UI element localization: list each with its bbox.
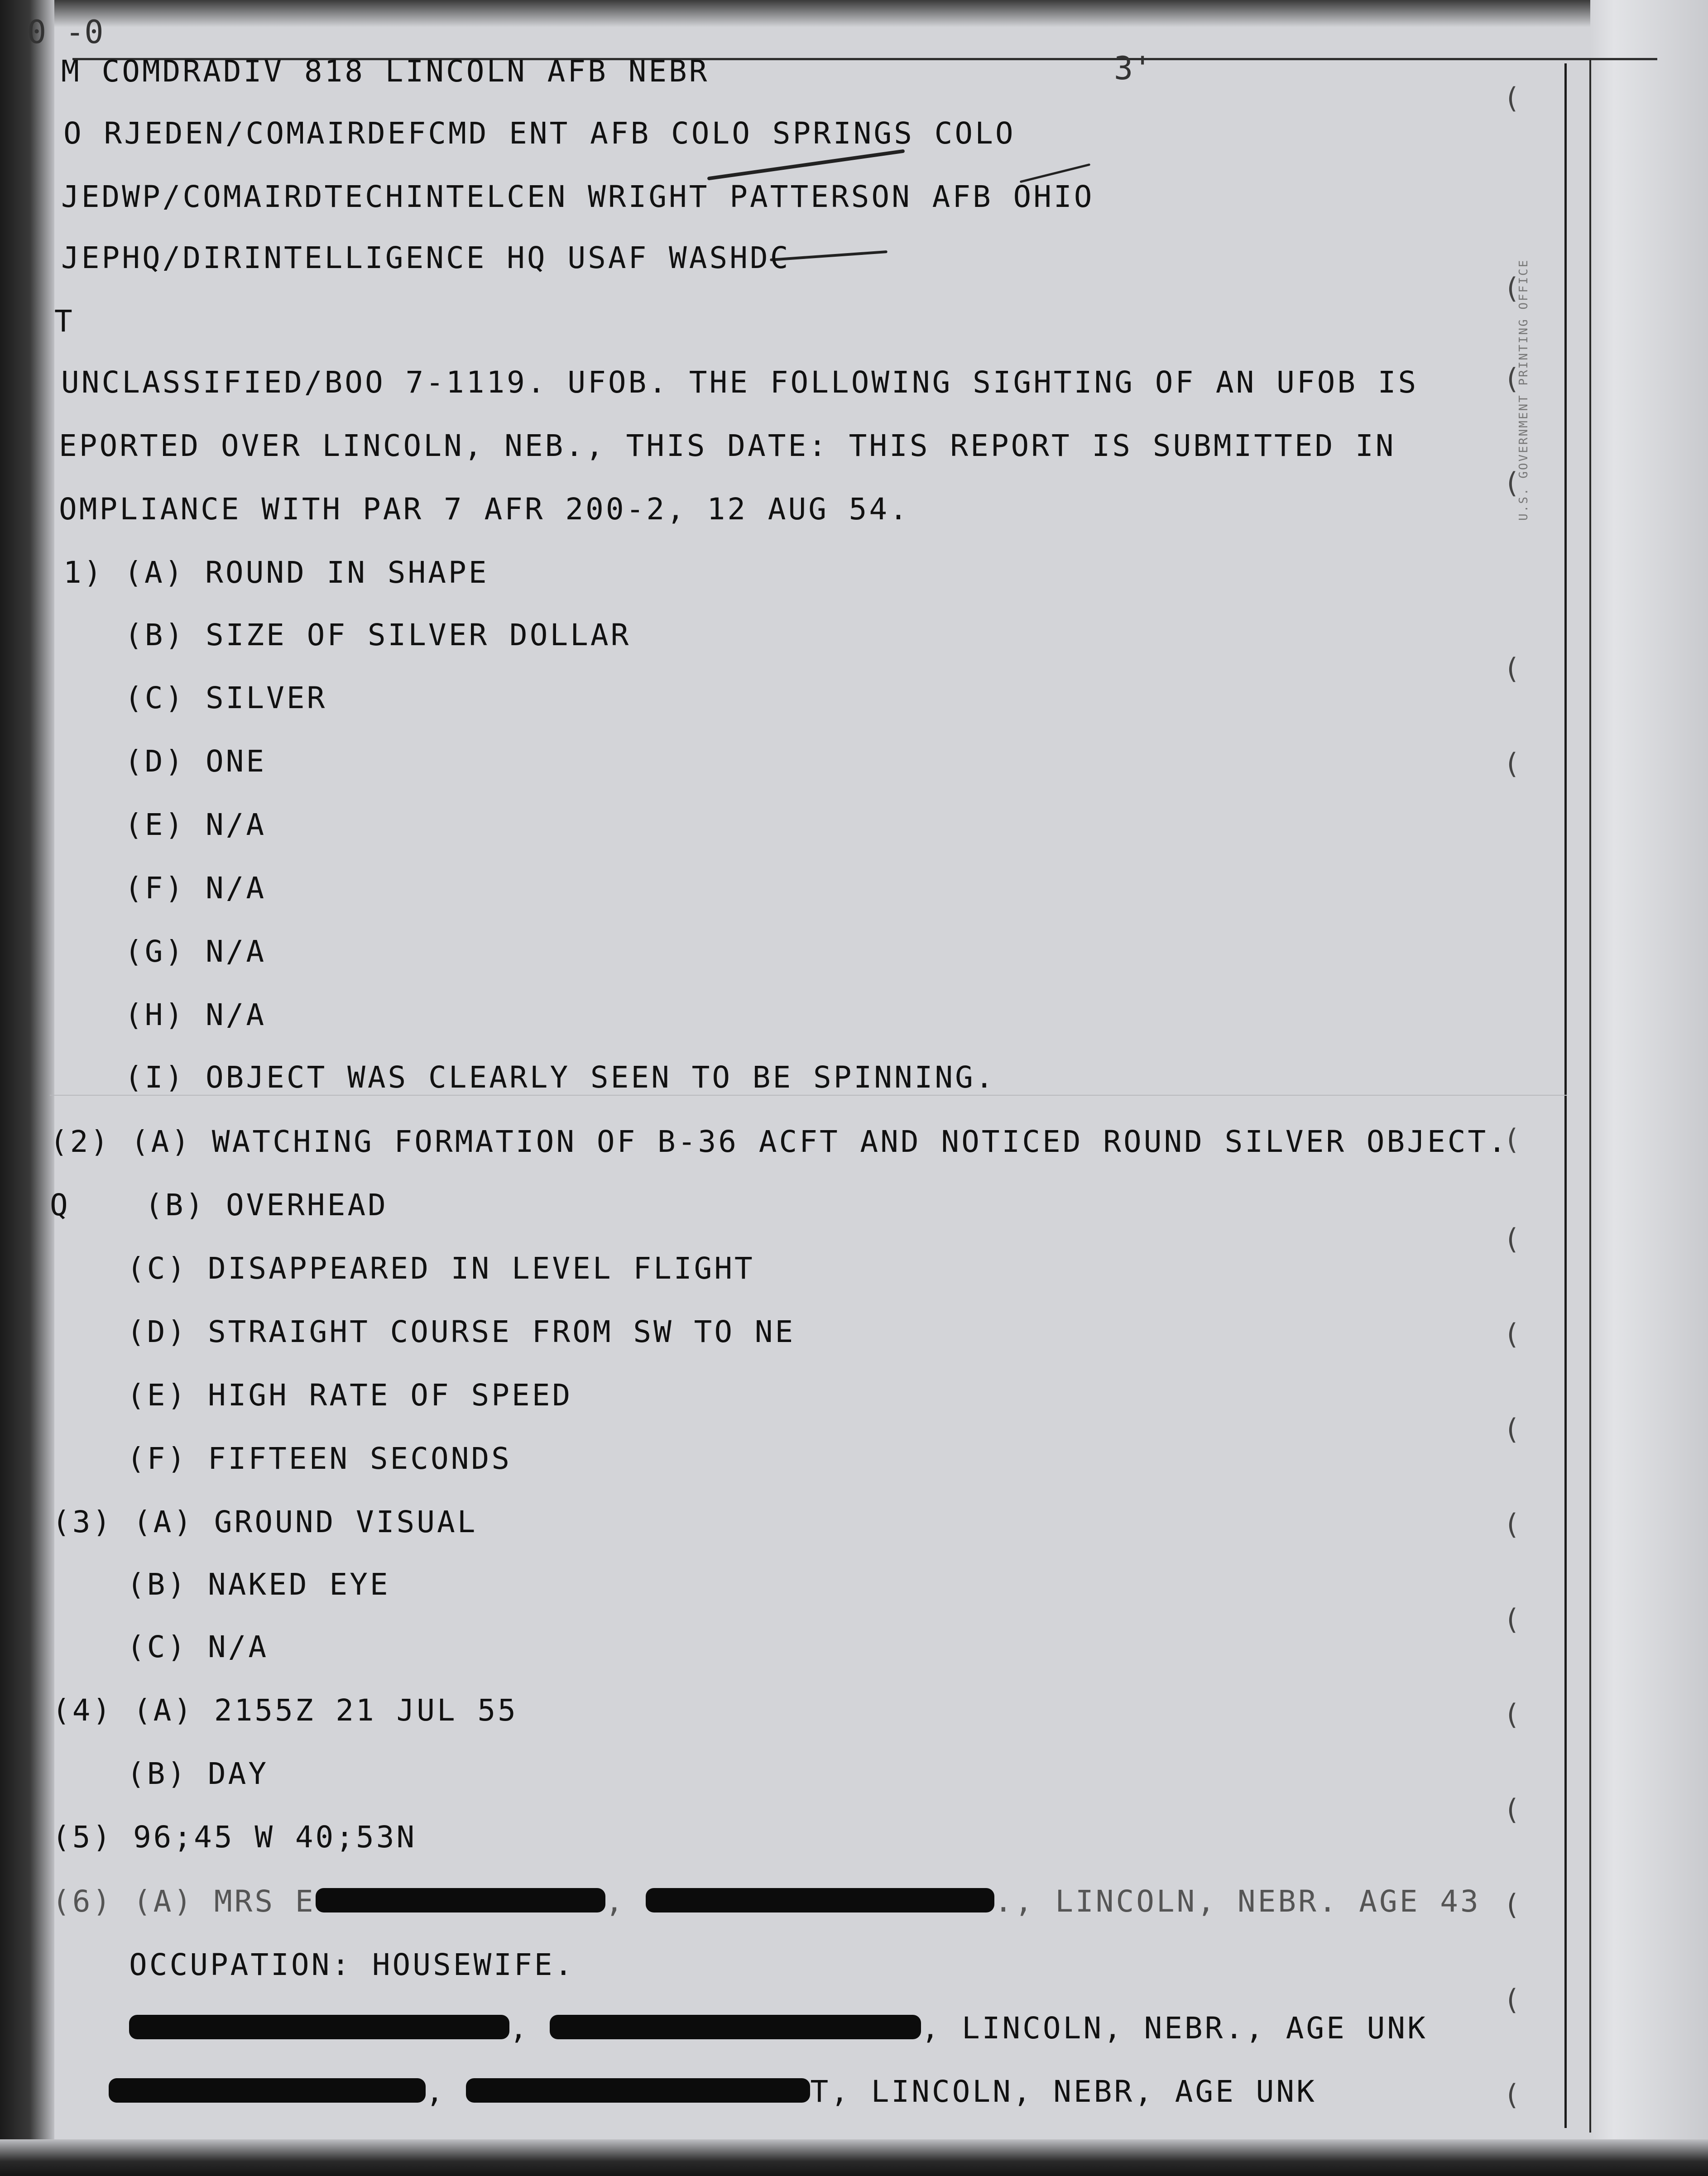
item-6a-prefix: (6) (A) MRS E xyxy=(52,1884,316,1919)
header-line-3: JEDWP/COMAIRDTECHINTELCEN WRIGHT PATTERSON AFB OHIO xyxy=(61,179,1094,214)
item-1h: (H) N/A xyxy=(125,997,267,1032)
header-line-4: JEPHQ/DIRINTELLIGENCE HQ USAF WASHDC xyxy=(61,240,791,275)
intro-line-3: OMPLIANCE WITH PAR 7 AFR 200-2, 12 AUG 54. xyxy=(59,492,910,527)
item-4a: (4) (A) 2155Z 21 JUL 55 xyxy=(52,1693,518,1728)
item-1f: (F) N/A xyxy=(125,871,267,906)
redaction-bar xyxy=(109,2078,426,2103)
margin-paren: ( xyxy=(1503,81,1521,115)
scan-right-edge xyxy=(1590,0,1708,2176)
item-1i: (I) OBJECT WAS CLEARLY SEEN TO BE SPINNING. xyxy=(125,1060,996,1095)
witness-2-sep: , xyxy=(509,2011,550,2046)
top-handwriting: 3' xyxy=(1114,50,1152,87)
right-margin-rule-2 xyxy=(1589,59,1591,2133)
margin-paren: ( xyxy=(1503,1123,1521,1156)
margin-paren: ( xyxy=(1503,1983,1521,2016)
item-2b-mark: Q xyxy=(50,1188,70,1222)
margin-paren: ( xyxy=(1503,1698,1521,1731)
witness-3 xyxy=(109,2074,1317,2110)
margin-paren: ( xyxy=(1503,1508,1521,1541)
intro-line-2: EPORTED OVER LINCOLN, NEB., THIS DATE: THIS REPORT IS SUBMITTED IN xyxy=(59,428,1396,463)
intro-line-1: UNCLASSIFIED/BOO 7-1119. UFOB. THE FOLLOWING SIGHTING OF AN UFOB IS xyxy=(61,365,1419,400)
header-line-1: M COMDRADIV 818 LINCOLN AFB NEBR xyxy=(61,54,710,89)
item-2b: (B) OVERHEAD xyxy=(145,1188,388,1222)
margin-paren: ( xyxy=(1503,1318,1521,1351)
margin-paren: ( xyxy=(1503,1603,1521,1636)
redaction-bar xyxy=(646,1888,994,1912)
item-6-occupation: OCCUPATION: HOUSEWIFE. xyxy=(129,1947,575,1982)
item-2d: (D) STRAIGHT COURSE FROM SW TO NE xyxy=(127,1314,796,1349)
header-line-5: T xyxy=(54,304,75,339)
item-3a: (3) (A) GROUND VISUAL xyxy=(52,1505,478,1539)
item-3b: (B) NAKED EYE xyxy=(127,1567,390,1602)
item-2f: (F) FIFTEEN SECONDS xyxy=(127,1441,512,1476)
scan-left-edge xyxy=(0,0,54,2176)
item-4b: (B) DAY xyxy=(127,1756,269,1791)
margin-paren: ( xyxy=(1503,747,1521,780)
item-1a: 1) (A) ROUND IN SHAPE xyxy=(63,555,489,590)
margin-paren: ( xyxy=(1503,1793,1521,1826)
right-margin-rule xyxy=(1564,63,1567,2128)
redaction-bar xyxy=(316,1888,605,1912)
margin-paren: ( xyxy=(1503,1413,1521,1446)
margin-paren: ( xyxy=(1503,652,1521,685)
item-6a xyxy=(52,1884,1481,1920)
item-1e: (E) N/A xyxy=(125,807,267,842)
item-1d: (D) ONE xyxy=(125,744,267,779)
witness-3-sep: , xyxy=(426,2074,466,2109)
header-line-2: O RJEDEN/COMAIRDEFCMD ENT AFB COLO SPRINGS COLO xyxy=(63,116,1016,151)
margin-paren: ( xyxy=(1503,362,1521,395)
margin-paren: ( xyxy=(1503,2078,1521,2111)
witness-3-suffix: T, LINCOLN, NEBR, AGE UNK xyxy=(810,2074,1317,2109)
witness-2 xyxy=(129,2010,1428,2047)
scan-top-edge xyxy=(0,0,1708,27)
witness-2-suffix: , LINCOLN, NEBR., AGE UNK xyxy=(921,2011,1428,2046)
item-5: (5) 96;45 W 40;53N xyxy=(52,1820,417,1855)
item-2c: (C) DISAPPEARED IN LEVEL FLIGHT xyxy=(127,1251,755,1286)
corner-handwriting: 0 -0 xyxy=(27,14,104,51)
item-3c: (C) N/A xyxy=(127,1630,269,1664)
redaction-bar xyxy=(466,2078,810,2103)
item-6a-sep: , xyxy=(605,1884,646,1919)
redaction-bar xyxy=(550,2015,921,2039)
item-1b: (B) SIZE OF SILVER DOLLAR xyxy=(125,618,631,652)
item-6a-suffix: ., LINCOLN, NEBR. AGE 43 xyxy=(994,1884,1481,1919)
redaction-bar xyxy=(129,2015,509,2039)
item-2e: (E) HIGH RATE OF SPEED xyxy=(127,1378,573,1413)
item-1c: (C) SILVER xyxy=(125,681,327,715)
item-2a: (2) (A) WATCHING FORMATION OF B-36 ACFT AND NOTICED ROUND SILVER OBJECT. xyxy=(50,1124,1508,1159)
handwritten-underline-1 xyxy=(707,149,905,180)
item-1g: (G) N/A xyxy=(125,934,267,969)
scan-bottom-edge xyxy=(0,2139,1708,2176)
margin-paren: ( xyxy=(1503,272,1521,305)
printer-imprint: U.S. GOVERNMENT PRINTING OFFICE xyxy=(1517,259,1530,521)
margin-paren: ( xyxy=(1503,1888,1521,1921)
margin-paren: ( xyxy=(1503,466,1521,499)
margin-paren: ( xyxy=(1503,1222,1521,1256)
